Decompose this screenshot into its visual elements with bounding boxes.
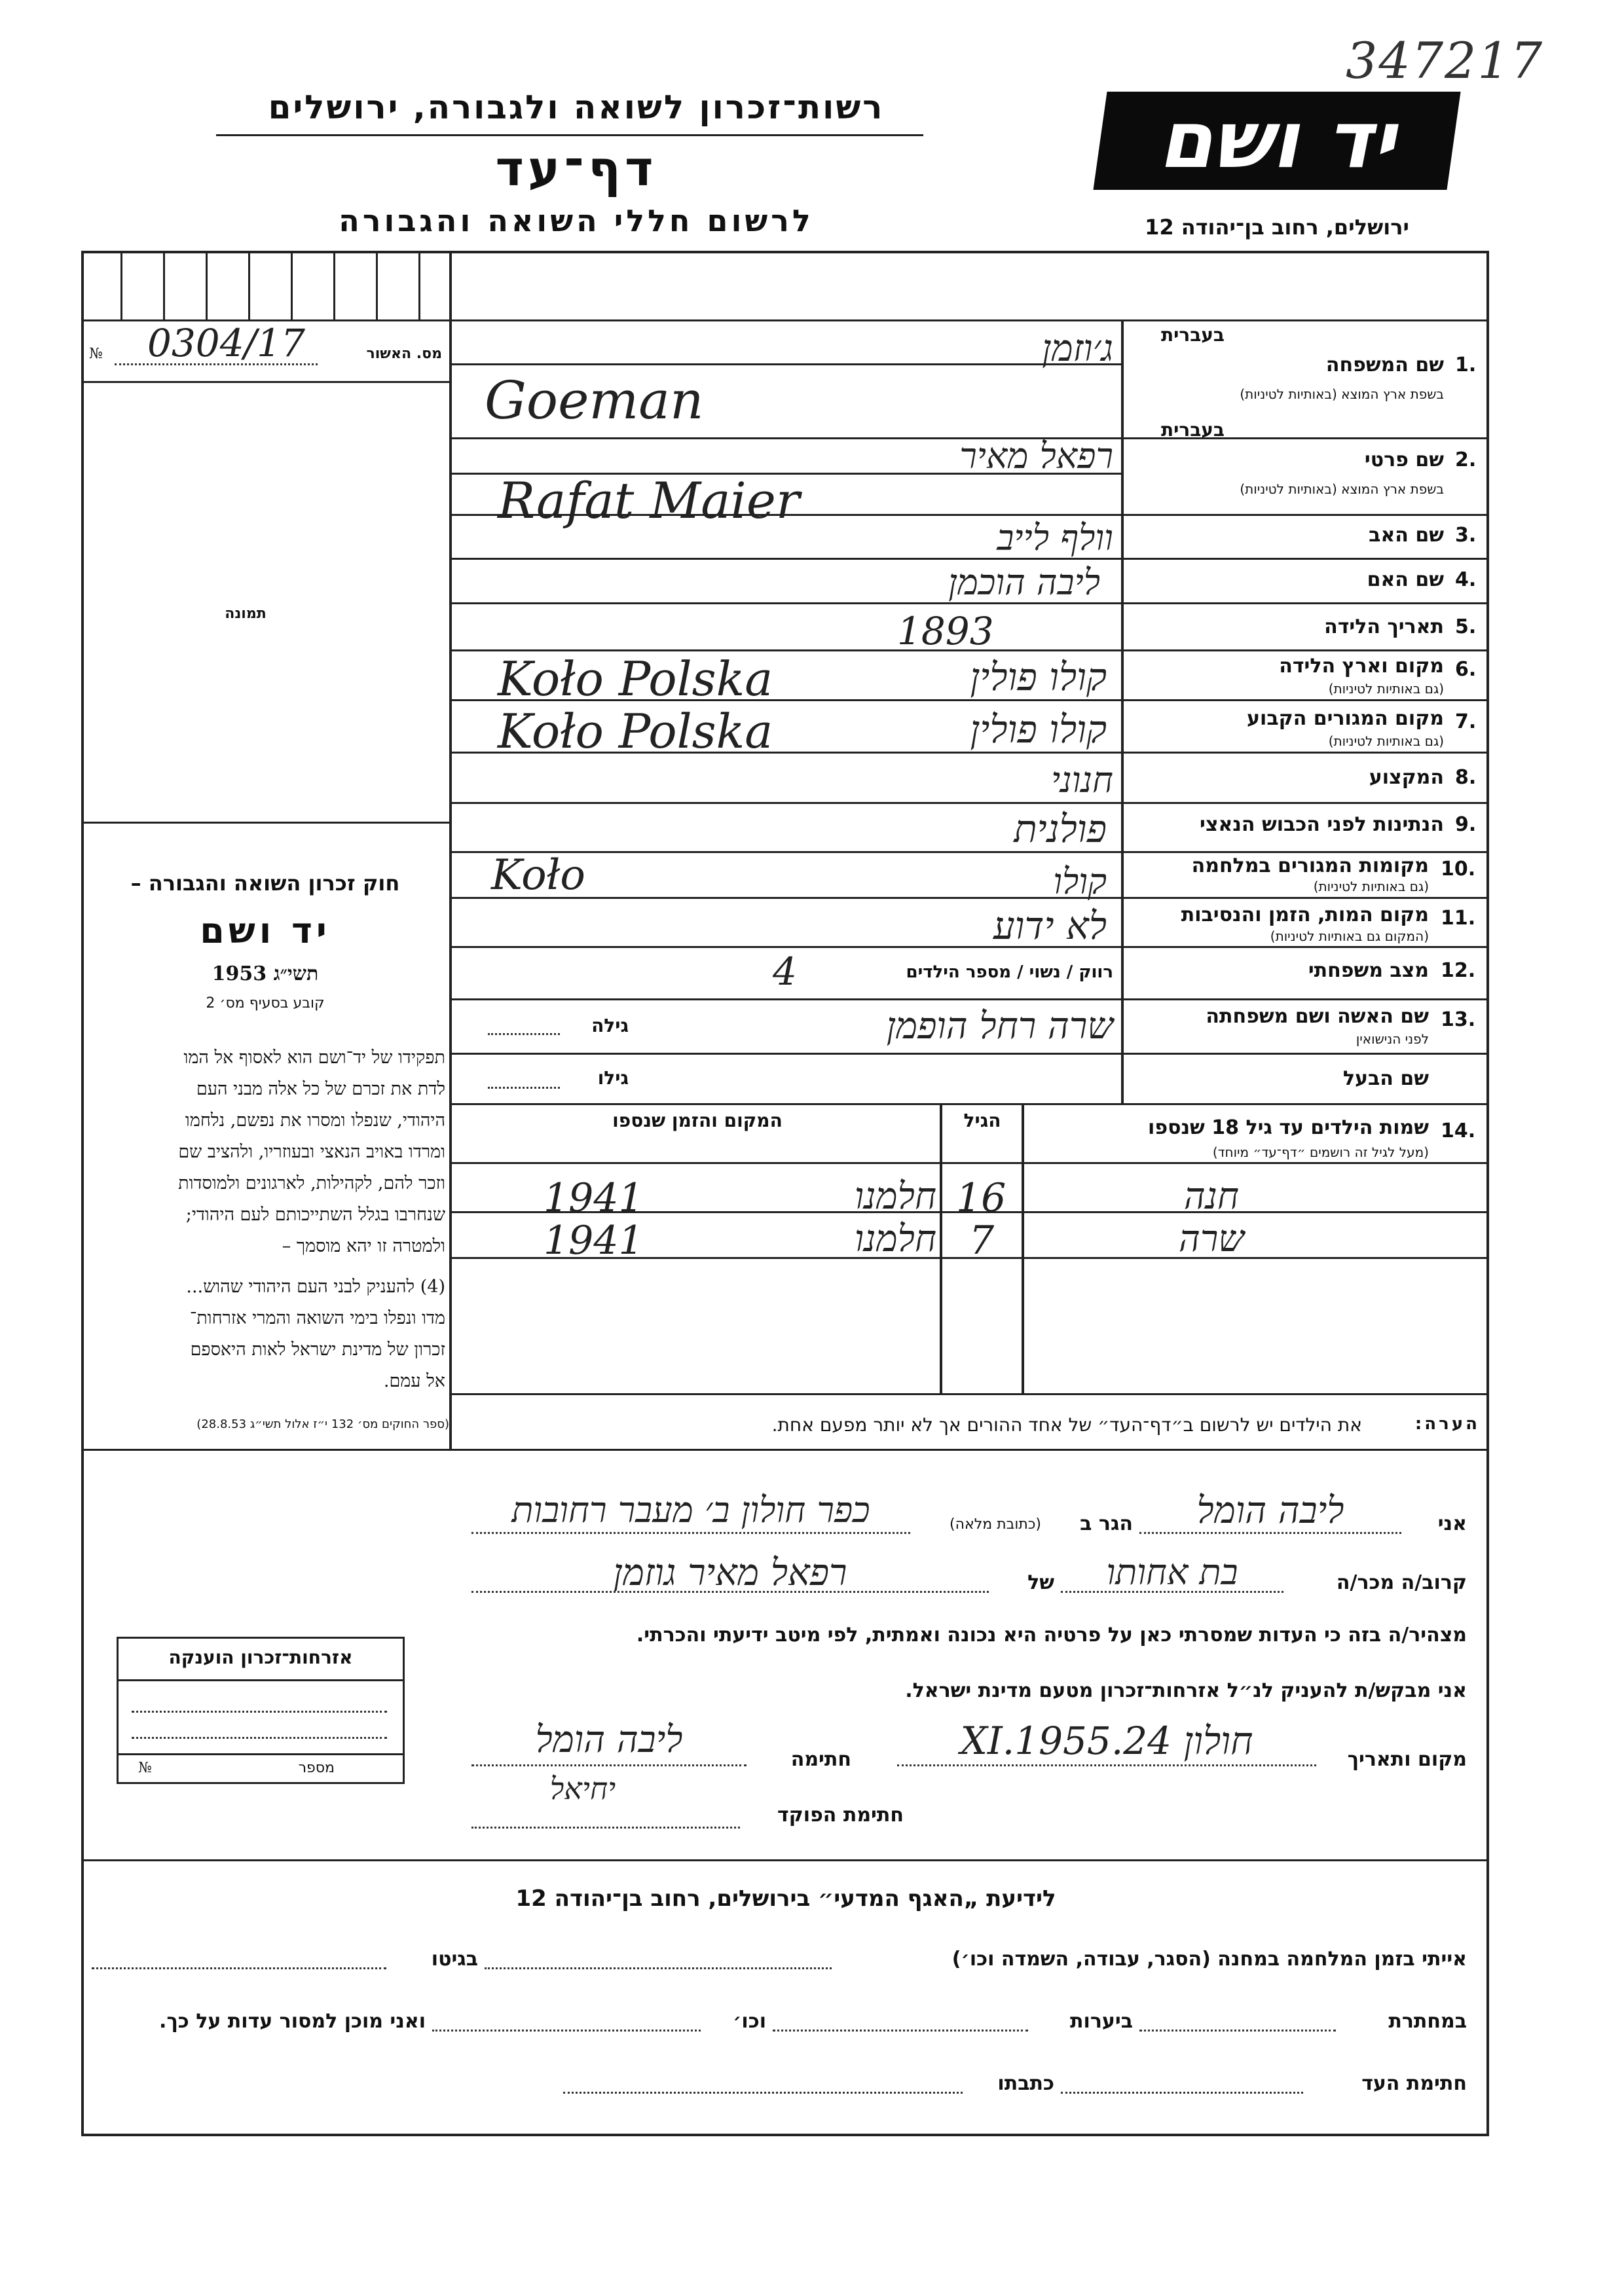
law-text-3: היהודי, שנפלו ומסרו את נפשם, נלחמו (185, 1110, 445, 1131)
citizenship-dots-2 (132, 1737, 387, 1739)
law-text-7: ולמטרה זו יהא מוסמך – (282, 1236, 445, 1256)
children-place-header: המקום והזמן שנספו (612, 1110, 783, 1131)
child-2-place: חלמנו (854, 1218, 936, 1260)
child-1-year: 1941 (544, 1175, 644, 1221)
f7-label: מקום המגורים הקבוע (1247, 707, 1444, 730)
citizenship-number-label: מספר (298, 1760, 335, 1776)
f1-label: שם המשפחה (1325, 354, 1444, 376)
law-text-5: וזכר להם, לקהילות, לארגונים ולמוסדות (178, 1173, 445, 1194)
f1-num: 1. (1455, 354, 1477, 376)
f9-value: פולנית (1014, 807, 1107, 851)
f2-value-hebrew: רפאל מאיר (959, 435, 1113, 477)
cert-row-line (81, 381, 449, 383)
f13b-age-label: גילו (597, 1067, 629, 1089)
f11-num: 11. (1441, 907, 1476, 930)
f10-num: 10. (1441, 858, 1476, 881)
children-age-col-right (1022, 1103, 1024, 1393)
f4-num: 4. (1455, 568, 1477, 591)
law-text-8: (4) להעניק לבני העם היהודי שהוש... (186, 1277, 445, 1297)
f8-num: 8. (1455, 766, 1477, 789)
org-title-underline (216, 134, 923, 136)
of-name: רפאל מאיר גוזמן (613, 1552, 847, 1594)
f2-value-latin: Rafat Maier (498, 471, 800, 530)
f10-label: מקומות המגורים במלחמה (1191, 854, 1429, 877)
relation-value: בת אחותו (1106, 1552, 1238, 1593)
law-text-9: מדו ונפלו בימי השואה והמרי אזרחות־ (189, 1308, 445, 1328)
footer-line1-b: בגיטו (431, 1948, 478, 1971)
sign-label: חתימה (790, 1748, 851, 1771)
inspector-signature: יחיאל (549, 1771, 616, 1806)
declarant-statement: מצהיר/ה בזה כי העדות שמסרתי כאן על פרטיה היא נכונה ואמתית, לפי מיטב ידיעתי והכרתי. (636, 1624, 1467, 1647)
logo-text: יד ושם (1158, 95, 1396, 186)
f6-sub: (גם באותיות לטיניות) (1328, 681, 1444, 697)
footer-line2-c: וכו׳ (733, 2010, 766, 2033)
citizenship-title-line (119, 1679, 403, 1681)
declarant-address-hint: (כתובת מלאה) (950, 1516, 1041, 1533)
declarant-i-label: אני (1437, 1512, 1467, 1535)
footer-line1-dots-a (485, 1967, 832, 1969)
citizenship-dots-1 (132, 1711, 387, 1713)
cert-dotted-line (115, 363, 318, 365)
f9-label: הנתינות לפני הכבוש הנאצי (1200, 813, 1444, 836)
law-name: יד ושם (200, 910, 331, 951)
f6-num: 6. (1455, 658, 1477, 681)
place-date-label: מקום ותאריך (1347, 1748, 1467, 1771)
declarant-request: אני מבקש/ת להעניק לנ״ל אזרחות־זכרון מטעם מדינת ישראל. (905, 1679, 1467, 1702)
row-line-13 (449, 1053, 1489, 1055)
form-title: דף־עד (495, 141, 657, 197)
note-text: את הילדים יש לרשום ב״דף־העד״ של אחד ההורים אך לא יותר מפעם אחת. (771, 1414, 1362, 1436)
header-address: ירושלים, רחוב בן־יהודה 12 (1145, 215, 1409, 240)
inspector-label: חתימת הפוקד (777, 1804, 904, 1827)
law-clause: קובע בסעיף מס׳ 2 (206, 995, 325, 1011)
f3-value: וולף לייב (997, 517, 1113, 558)
row-line-14 (449, 1103, 1489, 1105)
f12-value: 4 (773, 949, 797, 994)
f3-label: שם האב (1369, 524, 1444, 547)
f13-num: 13. (1441, 1008, 1476, 1031)
f1-value-hebrew: ג׳וזמן (1042, 327, 1113, 370)
citizenship-number-line (119, 1753, 403, 1755)
row-line-12 (449, 998, 1489, 1000)
f14-sub: (מעל לגיל זה רושמים ״דף־עד״ מיוחד) (1212, 1144, 1429, 1160)
relation-dots (1061, 1591, 1283, 1593)
footer-top-line (81, 1859, 1489, 1861)
law-text-4: ומרדו באויב הנאצי ובעוזריו, ולהציב שם (178, 1142, 445, 1162)
cert-number-value: 0304/17 (147, 321, 305, 365)
declarant-address: כפר חולון ב׳ מעבר רחובות (511, 1489, 870, 1531)
citizenship-title: אזרחות־זכרון הוענקה (168, 1647, 353, 1668)
law-text-6: שנחרבו בגלל השתייכותם לעם היהודי; (185, 1205, 445, 1225)
footer-line2-dots-c (432, 2030, 701, 2032)
f5-value: 1893 (897, 609, 994, 653)
f6-label: מקום וארץ הלידה (1279, 655, 1444, 678)
f13b-age-dots (488, 1087, 560, 1089)
declarant-address-dots (471, 1532, 910, 1534)
citizenship-no-sign: № (138, 1760, 152, 1776)
f7-num: 7. (1455, 710, 1477, 733)
declarant-signature: ליבה הומל (535, 1719, 683, 1761)
row-line-15 (449, 1162, 1489, 1164)
child-2-year: 1941 (544, 1218, 644, 1264)
footer-line3-dots-b (563, 2092, 963, 2094)
law-source: (ספר החוקים מס׳ 132 י״ז אלול תשי״ג 28.8.53) (196, 1417, 449, 1431)
f12-num: 12. (1441, 959, 1476, 982)
f5-label: תאריך הלידה (1324, 615, 1444, 638)
law-title: חוק זכרון השואה והגבורה – (130, 871, 400, 896)
footer-line1-a: אייתי בזמן המלחמה במחנה (הסגר, עבודה, השמדה וכו׳) (951, 1948, 1467, 1971)
top-strip-line (449, 319, 1489, 321)
place-date-value: חולון 24.XI.1955 (960, 1719, 1253, 1763)
f13-age-label: גילה (591, 1015, 629, 1036)
hebrew-tag-2: בעברית (1160, 419, 1225, 441)
f12-options: רווק / נשוי / מספר הילדים (906, 962, 1113, 982)
f13-age-dots (488, 1033, 560, 1035)
footer-line3-dots-a (1061, 2092, 1303, 2094)
f7-value-hebrew: קולו פולין (970, 707, 1107, 752)
child-2-age: 7 (969, 1218, 995, 1264)
note-bottom-line (81, 1449, 1489, 1451)
cert-label: מס. האשור (366, 346, 442, 362)
f13-sub: לפני הנישואין (1356, 1031, 1429, 1047)
note-label: הערה: (1414, 1414, 1480, 1434)
f11-value: לא ידוע (993, 903, 1107, 948)
place-date-dots (897, 1764, 1316, 1766)
f10-value-latin: Koło (491, 851, 585, 900)
f3-num: 3. (1455, 524, 1477, 547)
footer-line2-a: במחתרת (1388, 2010, 1467, 2033)
f1-value-latin: Goeman (485, 370, 704, 431)
row-line-18 (449, 1393, 1489, 1395)
f10-value-hebrew: קולו (1053, 861, 1107, 902)
f13b-label: שם הבעל (1342, 1067, 1429, 1090)
f5-num: 5. (1455, 615, 1477, 638)
form-subtitle: לרשום חללי השואה והגבורה (339, 203, 814, 238)
cert-no-sign: № (89, 346, 103, 362)
law-text-10: זכרון של מדינת ישראל לאות היאספם (190, 1339, 445, 1360)
footer-line3-a: חתימת העד (1361, 2072, 1467, 2095)
f12-label: מצב משפחתי (1308, 959, 1429, 982)
f7-sub: (גם באותיות לטיניות) (1328, 733, 1444, 749)
f9-num: 9. (1455, 813, 1477, 836)
law-text-11: אל עמם. (383, 1371, 445, 1391)
f14-label: שמות הילדים עד גיל 18 שנספו (1148, 1116, 1429, 1139)
of-label: של (1027, 1571, 1054, 1594)
archive-number: 347217 (1346, 31, 1544, 90)
footer-line2-d: ואני מוכן למסור עדות על כך. (159, 2010, 426, 2033)
f7-value-latin: Koło Polska (498, 704, 773, 759)
declarant-name: ליבה הומל (1196, 1489, 1344, 1532)
inspector-dots (471, 1827, 740, 1829)
footer-title: לידיעת „האגף המדעי״ בירושלים, רחוב בן־יהודה 12 (515, 1886, 1056, 1912)
f2-num: 2. (1455, 448, 1477, 471)
of-name-dots (471, 1591, 989, 1593)
law-text-1: תפקידו של יד־ושם הוא לאסוף אל המו (183, 1048, 445, 1068)
f2-sub: בשפת ארץ המוצא (באותיות לטיניות) (1240, 481, 1444, 497)
photo-bottom-line (81, 822, 449, 824)
f1-sub: בשפת ארץ המוצא (באותיות לטיניות) (1240, 386, 1444, 402)
footer-line2-b: ביערות (1070, 2010, 1133, 2033)
children-age-col-left (940, 1103, 942, 1393)
footer-line1-dots-b (92, 1967, 386, 1969)
child-1-age: 16 (956, 1175, 1006, 1221)
law-text-2: לדת את זכרם של כל אלה מבני העם (196, 1079, 445, 1099)
children-age-header: הגיל (963, 1110, 1001, 1131)
f10-sub: (גם באותיות לטיניות) (1313, 879, 1429, 894)
f11-label: מקום המות, הזמן והנסיבות (1181, 903, 1429, 926)
citizenship-box (117, 1637, 405, 1784)
f4-value: ליבה הוכמן (948, 562, 1100, 603)
declarant-name-dots (1139, 1532, 1401, 1534)
footer-line2-dots-a (1139, 2030, 1336, 2032)
f2-label: שם פרטי (1364, 448, 1444, 471)
footer-line3-b: כתבתו (997, 2072, 1054, 2095)
side-column-divider (449, 251, 452, 1449)
declarant-resides-label: הגר ב (1080, 1512, 1133, 1535)
child-1-name: חנה (1183, 1175, 1240, 1218)
f6-value-latin: Koło Polska (498, 651, 773, 706)
f6-value-hebrew: קולו פולין (970, 655, 1107, 699)
top-strip-cells (81, 251, 449, 319)
photo-label: תמונה (225, 606, 267, 622)
signature-dots (471, 1764, 747, 1766)
org-title: רשות־זכרון לשואה ולגבורה, ירושלים (268, 88, 885, 126)
law-year: תשי״ג 1953 (212, 962, 319, 985)
child-1-place: חלמנו (854, 1175, 936, 1218)
row-line-8 (449, 802, 1489, 804)
child-2-name: שרה (1179, 1218, 1244, 1260)
f8-label: המקצוע (1369, 766, 1444, 789)
f14-num: 14. (1441, 1120, 1476, 1142)
row-line-9 (449, 851, 1489, 853)
footer-line2-dots-b (773, 2030, 1028, 2032)
hebrew-tag-1: בעברית (1160, 324, 1225, 346)
f13-label: שם האשה ושם משפחתה (1206, 1005, 1429, 1028)
f11-sub: (המקום גם באותיות לטיניות) (1270, 928, 1429, 944)
f4-label: שם האם (1367, 568, 1444, 591)
f13-value: שרה רחל הופמן (886, 1005, 1113, 1048)
relation-label: קרוב/ה מכר/ה (1336, 1571, 1467, 1594)
f8-value: חנוני (1050, 759, 1113, 801)
